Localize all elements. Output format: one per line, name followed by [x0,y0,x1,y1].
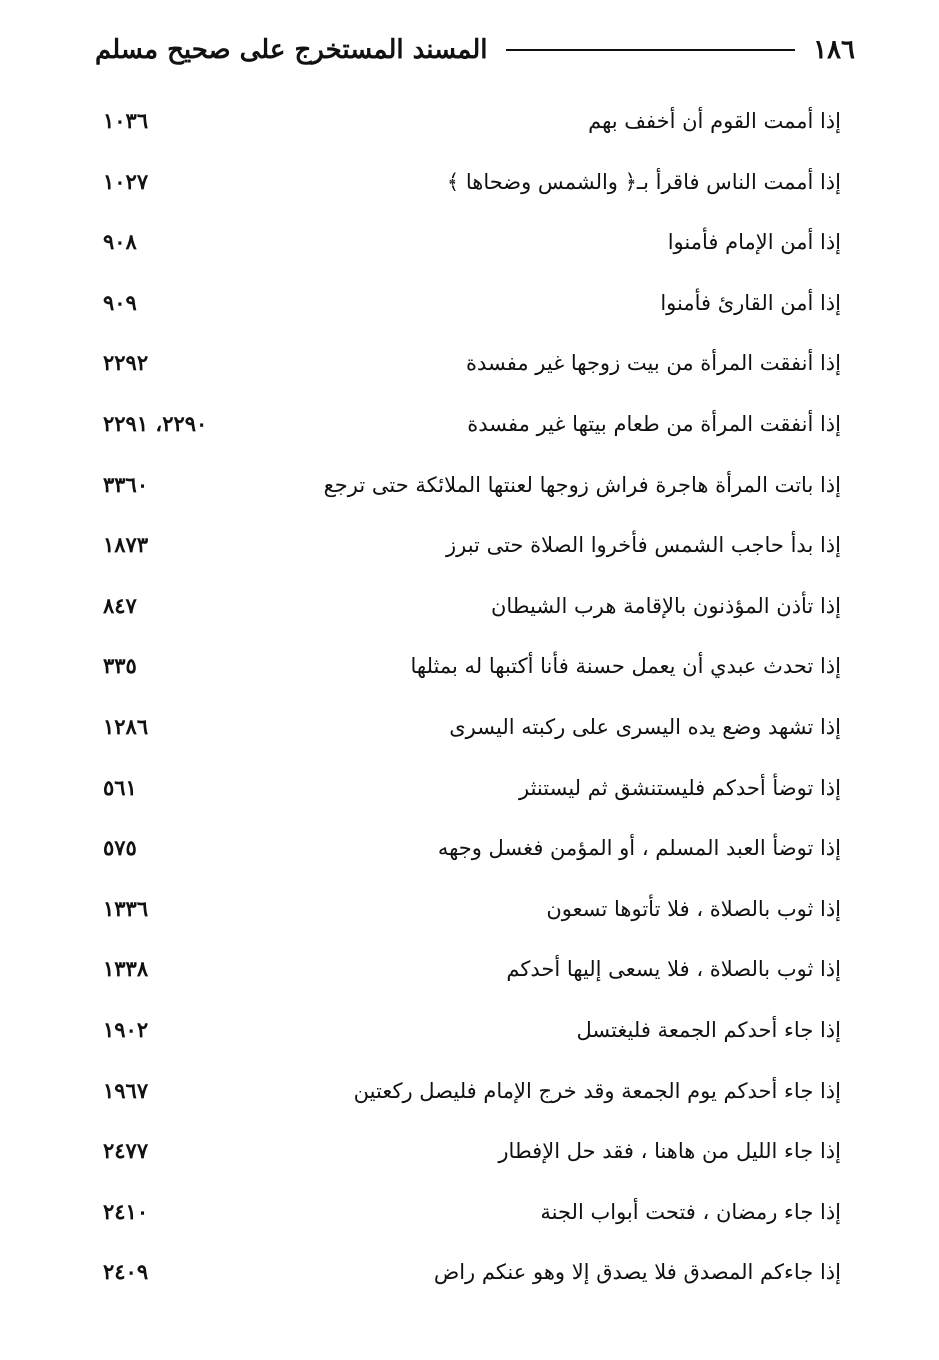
hadith-number: ٢٤٠٩ [103,1259,149,1285]
index-entry [95,456,855,517]
index-entry [95,880,855,941]
page-header [95,30,855,70]
hadith-incipit: إذا تشهد وضع يده اليسرى على ركبته اليسرى [449,714,841,739]
hadith-number: ٩٠٨ [103,229,137,255]
hadith-incipit: إذا أنفقت المرأة من بيت زوجها غير مفسدة [465,351,841,376]
hadith-incipit: إذا جاء رمضان ، فتحت أبواب الجنة [540,1199,841,1224]
hadith-number: ٣٣٦٠ [103,471,149,497]
index-entry [95,395,855,456]
hadith-number: ١٨٧٣ [103,532,149,558]
page-number: ١٨٦ [813,35,855,65]
hadith-number: ١٩٠٢ [103,1016,149,1042]
hadith-incipit: إذا تحدث عبدي أن يعمل حسنة فأنا أكتبها له بمثلها [410,654,841,679]
index-entry [95,1243,855,1304]
hadith-incipit: إذا بدأ حاجب الشمس فأخروا الصلاة حتى تبرز [445,533,841,558]
index-entry [95,1183,855,1244]
hadith-number: ١٣٣٦ [103,895,149,921]
book-title: المسند المستخرج على صحيح مسلم [95,35,488,65]
hadith-number: ١٩٦٧ [103,1077,149,1103]
index-entry [95,759,855,820]
hadith-incipit: إذا أمن القارئ فأمنوا [660,290,841,315]
hadith-number: ٢٤٧٧ [103,1138,149,1164]
hadith-incipit: إذا جاء أحدكم الجمعة فليغتسل [576,1017,841,1042]
index-entry [95,940,855,1001]
hadith-incipit: إذا توضأ العبد المسلم ، أو المؤمن فغسل وجهه [437,836,841,861]
index-entry [95,819,855,880]
hadith-incipit: إذا توضأ أحدكم فليستنشق ثم ليستنثر [518,775,841,800]
hadith-number: ٩٠٩ [103,289,137,315]
hadith-number: ٨٤٧ [103,592,137,618]
hadith-number: ٢٢٩٠، ٢٢٩١ [103,410,208,436]
hadith-number: ٥٦١ [103,774,137,800]
index-entries [95,92,855,1304]
hadith-incipit: إذا تأذن المؤذنون بالإقامة هرب الشيطان [490,593,841,618]
hadith-incipit: إذا باتت المرأة هاجرة فراش زوجها لعنتها الملائكة حتى ترجع [323,472,841,497]
hadith-incipit: إذا جاءكم المصدق فلا يصدق إلا وهو عنكم راض [433,1260,841,1285]
header-rule [506,49,796,51]
hadith-number: ١٠٢٧ [103,168,149,194]
hadith-incipit: إذا جاء أحدكم يوم الجمعة وقد خرج الإمام فليصل ركعتين [353,1078,841,1103]
index-entry [95,577,855,638]
hadith-number: ٣٣٥ [103,653,137,679]
hadith-incipit: إذا أممت القوم أن أخفف بهم [588,109,841,133]
hadith-incipit: إذا ثوب بالصلاة ، فلا تأتوها تسعون [546,896,841,921]
hadith-number: ٥٧٥ [103,835,137,861]
index-entry [95,516,855,577]
hadith-number: ١٠٣٦ [103,108,149,133]
index-entry [95,213,855,274]
hadith-incipit: إذا جاء الليل من هاهنا ، فقد حل الإفطار [498,1139,841,1164]
hadith-number: ٢٤١٠ [103,1198,149,1224]
hadith-incipit: إذا أممت الناس فاقرأ بـ﴿ والشمس وضحاها ﴾ [446,169,841,194]
index-entry [95,334,855,395]
hadith-incipit: إذا أنفقت المرأة من طعام بيتها غير مفسدة [467,411,841,436]
hadith-incipit: إذا ثوب بالصلاة ، فلا يسعى إليها أحدكم [506,957,841,982]
hadith-incipit: إذا أمن الإمام فأمنوا [667,230,841,255]
index-entry [95,92,855,153]
hadith-number: ٢٢٩٢ [103,350,149,376]
index-entry [95,1001,855,1062]
hadith-number: ١٣٣٨ [103,956,149,982]
index-entry [95,698,855,759]
index-entry [95,637,855,698]
index-entry [95,274,855,335]
hadith-number: ١٢٨٦ [103,713,149,739]
index-entry [95,1062,855,1123]
index-entry [95,1122,855,1183]
index-entry [95,153,855,214]
